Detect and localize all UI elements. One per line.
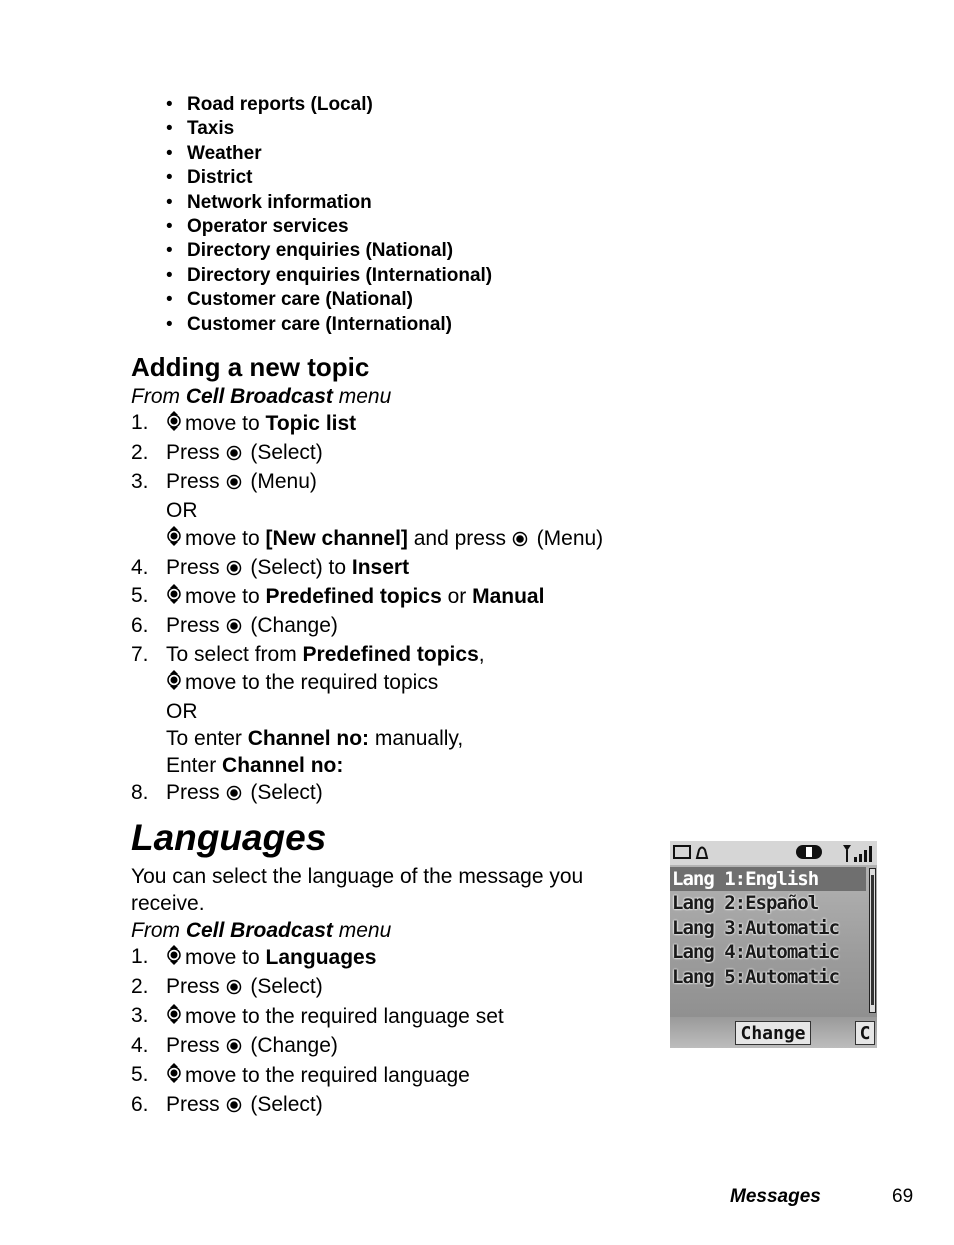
step: 7. To select from Predefined topics, move to the required topics OR To enter Channel no: manually, Enter Channel no: — [131, 643, 485, 777]
step: 6. Press (Change) — [131, 613, 603, 642]
step: 2. Press (Select) — [131, 974, 504, 1003]
alarm-icon — [694, 844, 710, 865]
adding-from-line: From Cell Broadcast menu — [131, 385, 392, 408]
step: 6. Press (Select) — [131, 1092, 504, 1121]
phone-status-bar — [670, 841, 877, 865]
languages-from-line: From Cell Broadcast menu — [131, 919, 392, 942]
languages-heading: Languages — [131, 817, 327, 858]
phone-screen — [670, 841, 877, 1048]
languages-intro: You can select the language of the message you receive. — [131, 865, 584, 915]
select-key-icon — [226, 471, 242, 498]
scrollbar-thumb[interactable] — [871, 875, 874, 1005]
select-key-icon — [226, 557, 242, 584]
navigation-key-icon — [166, 525, 182, 555]
navigation-key-icon — [166, 410, 182, 440]
step: 3. Press (Menu) OR move to [New channel] and press (Menu) — [131, 469, 603, 555]
navigation-key-icon — [166, 944, 182, 974]
bullet-icon: • — [166, 167, 173, 189]
list-item: • Directory enquiries (National) — [166, 239, 492, 263]
bullet-icon: • — [166, 240, 173, 262]
footer-section-title: Messages — [730, 1186, 821, 1207]
list-item: • Customer care (International) — [166, 313, 492, 337]
list-item: • District — [166, 166, 492, 190]
step: 2. Press (Select) — [131, 440, 603, 469]
navigation-key-icon — [166, 583, 182, 613]
navigation-key-icon — [166, 1003, 182, 1033]
select-key-icon — [512, 528, 528, 555]
list-item: • Operator services — [166, 215, 492, 239]
language-item[interactable]: Lang 3:Automatic — [672, 916, 840, 939]
step: 1. move to Topic list — [131, 410, 603, 440]
navigation-key-icon — [166, 1062, 182, 1092]
soft-key-bar — [670, 1017, 877, 1048]
message-icon — [673, 844, 691, 865]
select-key-icon — [226, 442, 242, 469]
languages-steps — [131, 944, 504, 1120]
vibrate-icon — [795, 844, 823, 865]
bullet-icon: • — [166, 191, 173, 213]
adding-topic-heading: Adding a new topic — [131, 352, 370, 382]
step: 1. move to Languages — [131, 944, 504, 974]
bullet-icon: • — [166, 118, 173, 140]
language-item[interactable]: Lang 2:Español — [672, 892, 819, 915]
step: 5. move to Predefined topics or Manual — [131, 583, 603, 613]
language-item[interactable]: Lang 5:Automatic — [672, 965, 840, 988]
select-key-icon — [226, 1035, 242, 1062]
list-item: • Customer care (National) — [166, 288, 492, 312]
scrollbar[interactable] — [869, 868, 876, 1013]
step: 4. Press (Select) to Insert — [131, 555, 603, 584]
page-number: 69 — [892, 1186, 914, 1207]
bullet-icon: • — [166, 313, 173, 335]
select-key-icon — [226, 615, 242, 642]
language-item[interactable]: Lang 4:Automatic — [672, 941, 840, 964]
list-item: • Network information — [166, 191, 492, 215]
bullet-icon: • — [166, 142, 173, 164]
bullet-icon: • — [166, 289, 173, 311]
step: 4. Press (Change) — [131, 1033, 504, 1062]
topic-bullet-list — [166, 93, 492, 337]
select-key-icon — [226, 976, 242, 1003]
list-item: • Directory enquiries (International) — [166, 264, 492, 288]
language-item[interactable]: Lang 1:English — [670, 867, 866, 891]
list-item: • Taxis — [166, 117, 492, 141]
change-softkey[interactable]: Change — [735, 1021, 811, 1045]
clear-softkey[interactable]: C — [855, 1021, 875, 1045]
bullet-icon: • — [166, 94, 173, 115]
list-item: • Weather — [166, 142, 492, 166]
step: 3. move to the required language set — [131, 1003, 504, 1033]
select-key-icon — [226, 1094, 242, 1121]
bullet-icon: • — [166, 215, 173, 237]
bullet-icon: • — [166, 264, 173, 286]
step: 5. move to the required language — [131, 1062, 504, 1092]
language-list — [670, 867, 866, 989]
adding-steps — [131, 410, 603, 809]
navigation-key-icon — [166, 669, 182, 699]
step: 8. Press (Select) — [131, 780, 603, 809]
signal-icon — [842, 844, 876, 867]
select-key-icon — [226, 782, 242, 809]
list-item: • Road reports (Local) — [166, 93, 492, 117]
